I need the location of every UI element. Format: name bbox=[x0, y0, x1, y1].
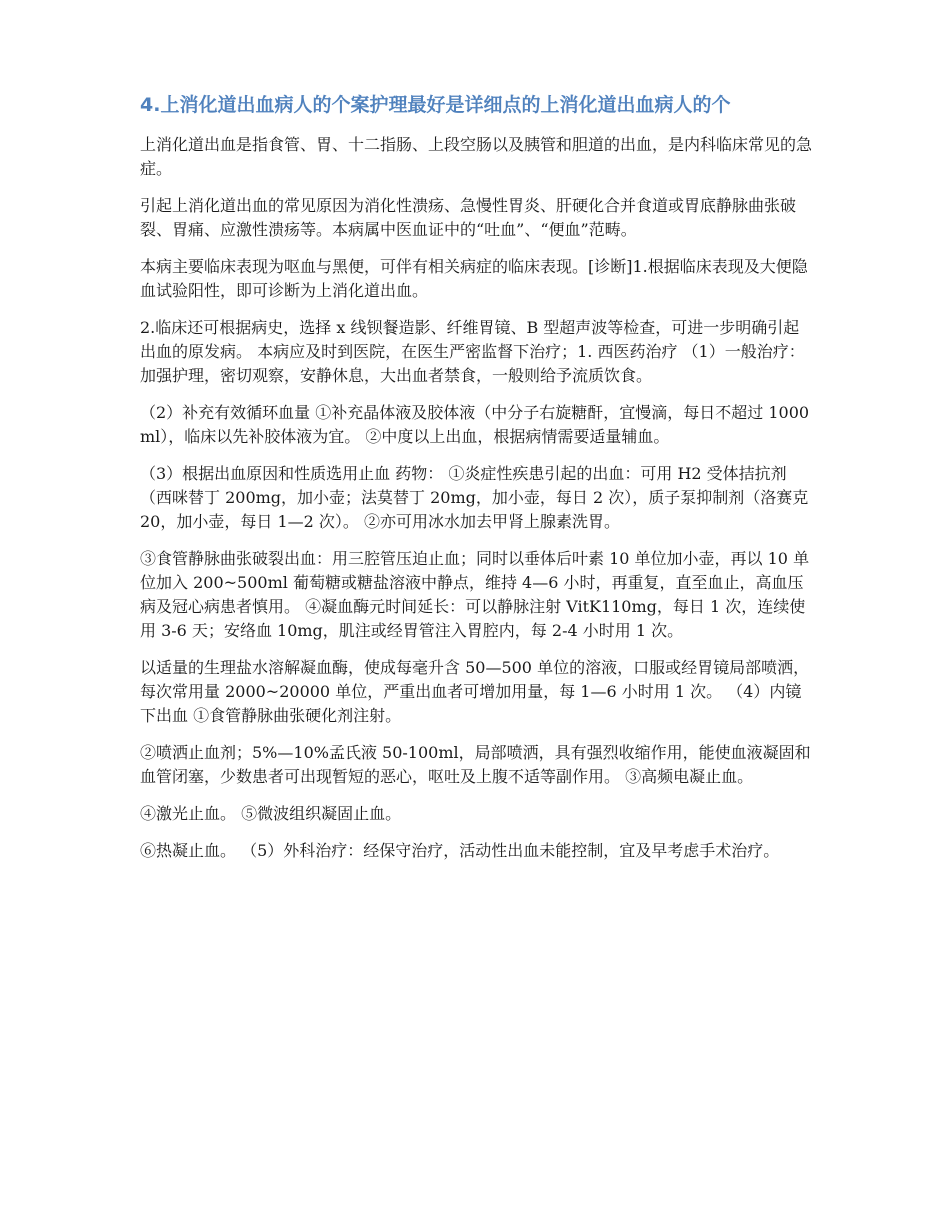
paragraph-examination-treatment: 2.临床还可根据病史，选择 x 线钡餐造影、纤维胃镜、B 型超声波等检查，可进一步明确引起出血的原发病。 本病应及时到医院，在医生严密监督下治疗；1. 西医药治疗 （1）一般治疗：加强护理，密切观察，安静休息，大出血者禁食，一般则给予流质饮食。 bbox=[140, 318, 805, 385]
paragraph-variceal-bleeding: ③食管静脉曲张破裂出血：用三腔管压迫止血；同时以垂体后叶素 10 单位加小壶，再以 10 单位加入 200~500ml 葡萄糖或糖盐溶液中静点，维持 4—6 小时，再重复，直至血止，高血压病及冠心病患者慎用。 ④凝血酶元时间延长：可以静脉注射 VitK110mg，每日 1 次，连续使用 3-6 天；安络血 10mg，肌注或经胃管注入胃腔内，每 2-4 小时用 1 次。 bbox=[140, 549, 810, 640]
paragraph-spray-hemostasis: ②喷洒止血剂；5%—10%孟氏液 50-100ml，局部喷洒，具有强烈收缩作用，能使血液凝固和血管闭塞，少数患者可出现暂短的恶心，呕吐及上腹不适等副作用。 ③高频电凝止血。 bbox=[140, 743, 811, 786]
paragraph-causes: 引起上消化道出血的常见原因为消化性溃疡、急慢性胃炎、肝硬化合并食道或胃底静脉曲张破裂、胃痛、应激性溃疡等。本病属中医血证中的“吐血”、“便血”范畴。 bbox=[140, 196, 797, 239]
paragraph-definition: 上消化道出血是指食管、胃、十二指肠、上段空肠以及胰管和胆道的出血，是内科临床常见的急症。 bbox=[140, 135, 813, 178]
paragraph-circulation-volume: （2）补充有效循环血量 ①补充晶体液及胶体液（中分子右旋糖酐，宜慢滴，每日不超过 1000ml），临床以先补胶体液为宜。 ②中度以上出血，根据病情需要适量辅血。 bbox=[140, 403, 810, 446]
paragraph-surgery: ⑥热凝止血。 （5）外科治疗：经保守治疗，活动性出血未能控制，宜及早考虑手术治疗。 bbox=[140, 841, 780, 860]
paragraph-hemostatic-drugs: （3）根据出血原因和性质选用止血 药物： ①炎症性疾患引起的出血：可用 H2 受体拮抗剂（西咪替丁 200mg，加小壶；法莫替丁 20mg，加小壶，每日 2 次），质子泵抑制剂（洛赛克 20，加小壶，每日 1—2 次）。 ②亦可用冰水加去甲肾上腺素洗胃。 bbox=[140, 464, 809, 531]
document-title: 4.上消化道出血病人的个案护理最好是详细点的上消化道出血病人的个 bbox=[140, 94, 731, 116]
paragraph-symptoms-diagnosis: 本病主要临床表现为呕血与黑便，可伴有相关病症的临床表现。[诊断]1.根据临床表现及大便隐血试验阳性，即可诊断为上消化道出血。 bbox=[140, 257, 808, 300]
document-body bbox=[140, 92, 812, 876]
paragraph-laser-microwave: ④激光止血。 ⑤微波组织凝固止血。 bbox=[140, 804, 402, 823]
paragraph-thrombin: 以适量的生理盐水溶解凝血酶，使成每毫升含 50—500 单位的溶液，口服或经胃镜局部喷洒，每次常用量 2000~20000 单位，严重出血者可增加用量，每 1—6 小时用 1 次。 （4）内镜下出血 ①食管静脉曲张硬化剂注射。 bbox=[140, 658, 810, 725]
